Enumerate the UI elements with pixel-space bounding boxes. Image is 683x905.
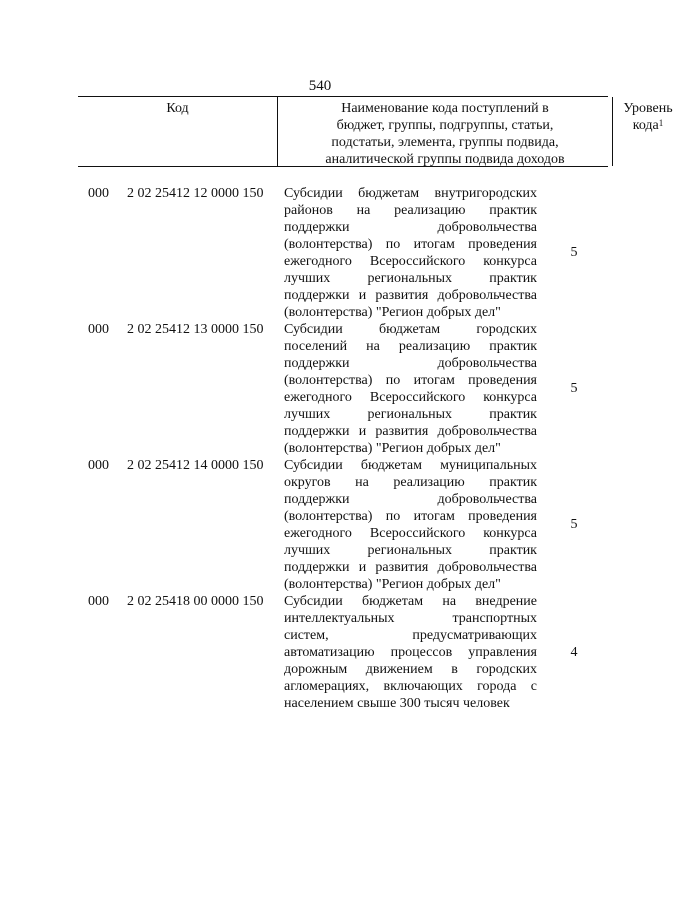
header-code-cell	[78, 97, 277, 166]
header-level-cell	[612, 97, 683, 166]
table-row	[0, 321, 640, 457]
row-admin-code: 000	[88, 322, 109, 337]
row-description-line: лучших региональных практик	[284, 543, 537, 558]
row-description-line: ежегодного Всероссийского конкурса	[284, 526, 537, 541]
header-name-line: подстатьи, элемента, группы подвида,	[331, 135, 559, 150]
row-description-line: поддержки добровольчества	[284, 356, 537, 371]
header-name-line: аналитической группы подвида доходов	[325, 152, 565, 167]
row-admin-code: 000	[88, 594, 109, 609]
row-description-line: (волонтерства) по итогам проведения	[284, 237, 537, 252]
row-description-line: Субсидии бюджетам на внедрение	[284, 594, 537, 609]
table-row	[0, 457, 640, 593]
header-name-line: Наименование кода поступлений в	[341, 101, 549, 116]
row-description	[284, 457, 537, 593]
row-description-line: агломерациях, включающих города с	[284, 679, 537, 694]
row-level: 5	[570, 517, 578, 532]
row-description-line: Субсидии бюджетам муниципальных	[284, 458, 537, 473]
row-description	[284, 593, 537, 712]
header-level-label: кода	[632, 118, 659, 133]
row-description	[284, 185, 537, 321]
table-row	[0, 593, 640, 712]
row-description-line: (волонтерства) "Регион добрых дел"	[284, 305, 501, 320]
header-code-label: Код	[166, 101, 189, 116]
row-level: 5	[570, 381, 578, 396]
row-admin-code: 000	[88, 458, 109, 473]
row-description-line: лучших региональных практик	[284, 407, 537, 422]
row-description-line: (волонтерства) по итогам проведения	[284, 509, 537, 524]
row-description-line: (волонтерства) по итогам проведения	[284, 373, 537, 388]
row-description-line: поддержки и развития добровольчества	[284, 424, 537, 439]
row-description-line: поддержки добровольчества	[284, 220, 537, 235]
row-description-line: поддержки добровольчества	[284, 492, 537, 507]
row-description	[284, 321, 537, 457]
header-level-line1: Уровень	[623, 101, 673, 116]
row-description-line: населением свыше 300 тысяч человек	[284, 696, 510, 711]
page-number: 540	[308, 78, 332, 94]
row-description-line: поддержки и развития добровольчества	[284, 288, 537, 303]
row-description-line: округов на реализацию практик	[284, 475, 537, 490]
row-description-line: дорожным движением в городских	[284, 662, 537, 677]
row-revenue-code: 2 02 25418 00 0000 150	[127, 594, 264, 609]
row-description-line: автоматизацию процессов управления	[284, 645, 537, 660]
table-row	[0, 185, 640, 321]
row-level: 5	[570, 245, 578, 260]
row-description-line: поддержки и развития добровольчества	[284, 560, 537, 575]
row-description-line: ежегодного Всероссийского конкурса	[284, 254, 537, 269]
row-description-line: ежегодного Всероссийского конкурса	[284, 390, 537, 405]
footnote-marker: 1	[658, 118, 664, 128]
row-description-line: лучших региональных практик	[284, 271, 537, 286]
row-admin-code: 000	[88, 186, 109, 201]
row-revenue-code: 2 02 25412 13 0000 150	[127, 322, 264, 337]
row-description-line: (волонтерства) "Регион добрых дел"	[284, 577, 501, 592]
header-name-line: бюджет, группы, подгруппы, статьи,	[336, 118, 554, 133]
table-body	[0, 185, 640, 712]
header-name-cell	[277, 97, 612, 166]
header-level-line2	[613, 117, 683, 134]
row-revenue-code: 2 02 25412 12 0000 150	[127, 186, 264, 201]
row-description-line: систем, предусматривающих	[284, 628, 537, 643]
row-description-line: интеллектуальных транспортных	[284, 611, 537, 626]
row-description-line: (волонтерства) "Регион добрых дел"	[284, 441, 501, 456]
row-revenue-code: 2 02 25412 14 0000 150	[127, 458, 264, 473]
row-description-line: Субсидии бюджетам внутригородских	[284, 186, 537, 201]
row-description-line: Субсидии бюджетам городских	[284, 322, 537, 337]
table-header	[78, 96, 673, 167]
row-description-line: поселений на реализацию практик	[284, 339, 537, 354]
row-description-line: районов на реализацию практик	[284, 203, 537, 218]
row-level: 4	[570, 645, 578, 660]
